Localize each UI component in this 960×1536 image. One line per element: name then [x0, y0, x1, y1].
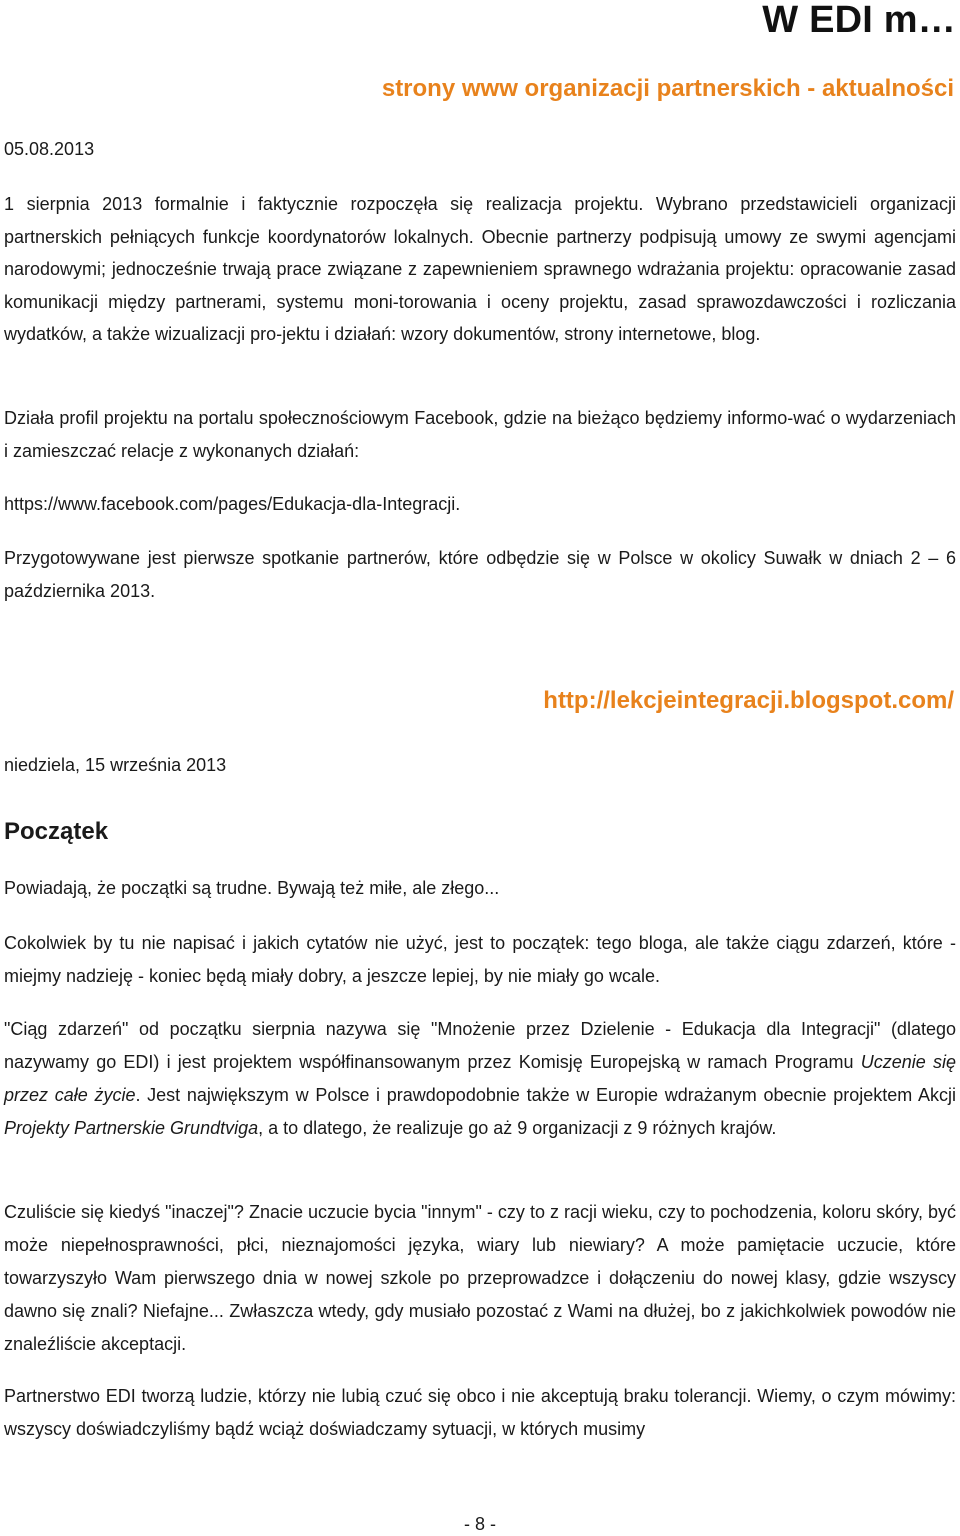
blog-text-segment: "Ciąg zdarzeń" od początku sierpnia nazywa się "Mnożenie przez Dzielenie - Edukacja dla Integracji" (dlatego nazywamy go EDI) i jest projektem współfinansowanym przez Komisję Europejską w ramach Programu	[4, 1019, 956, 1072]
blog-paragraph: Czuliście się kiedyś "inaczej"? Znacie uczucie bycia "innym" - czy to z racji wieku, czy to pochodzenia, koloru skóry, być może niepełnosprawności, płci, nieznajomości języka, wiary lub niewiary? A może pamiętacie uczucie, które towarzyszyło Wam pierwszego dnia w nowej szkole po przeprowadzce i dołączeniu do nowej klasy, gdzie wszyscy dawno się znali? Niefajne... Zwłaszcza wtedy, gdy musiało pozostać z Wami na dłużej, bo z jakichkolwiek powodów nie znaleźliście akceptacji.	[4, 1202, 956, 1354]
page-number: - 8 -	[463, 1514, 496, 1534]
blog-post-title: Początek	[4, 818, 109, 845]
blog-paragraph: Cokolwiek by tu nie napisać i jakich cytatów nie użyć, jest to początek: tego bloga, ale także ciągu zdarzeń, które - miejmy nadzieję - koniec będą miały dobry, a jeszcze lepiej, by nie miały go wcale.	[4, 933, 956, 986]
blog-paragraph	[4, 1013, 956, 1145]
news-paragraph: Przygotowywane jest pierwsze spotkanie partnerów, które odbędzie się w Polsce w okolicy Suwałk w dniach 2 – 6 października 2013.	[4, 548, 956, 601]
news-date: 05.08.2013	[4, 139, 95, 159]
program-name-italic: Uczenie się przez całe życie	[4, 1052, 956, 1105]
document-title: W EDI m…	[762, 0, 956, 41]
action-name-italic: Projekty Partnerskie Grundtviga	[4, 1118, 259, 1138]
news-paragraph: 1 sierpnia 2013 formalnie i faktycznie rozpoczęła się realizacja projektu. Wybrano przedstawicieli organizacji partnerskich pełniących funkcje koordynatorów lokalnych. Obecnie partnerzy podpisują umowy ze swymi agencjami narodowymi; jednocześnie trwają prace związane z zapewnieniem sprawnego wdrażania projektu: opracowanie zasad komunikacji między partnerami, systemu moni-torowania i oceny projektu, zasad sprawozdawczości i rozliczania wydatków, a także wizualizacji pro-jektu i działań: wzory dokumentów, strony internetowe, blog.	[4, 194, 956, 344]
blog-paragraph: Powiadają, że początki są trudne. Bywają też miłe, ale złego...	[4, 878, 500, 898]
section-subtitle: strony www organizacji partnerskich - aktualności	[381, 75, 954, 102]
news-paragraph: Działa profil projektu na portalu społecznościowym Facebook, gdzie na bieżąco będziemy informo-wać o wydarzeniach i zamieszczać relacje z wykonanych działań:	[4, 408, 956, 461]
blog-post-date: niedziela, 15 września 2013	[4, 755, 227, 775]
facebook-link[interactable]: https://www.facebook.com/pages/Edukacja-dla-Integracji.	[4, 494, 461, 514]
blog-paragraph: Partnerstwo EDI tworzą ludzie, którzy nie lubią czuć się obco i nie akceptują braku tolerancji. Wiemy, o czym mówimy: wszyscy doświadczyliśmy bądź wciąż doświadczamy sytuacji, w których musimy	[4, 1386, 956, 1439]
blog-text-segment: , a to dlatego, że realizuje go aż 9 organizacji z 9 różnych krajów.	[258, 1118, 777, 1138]
blog-url-link[interactable]: http://lekcjeintegracji.blogspot.com/	[543, 687, 954, 714]
blog-text-segment: . Jest największym w Polsce i prawdopodobnie także w Europie wdrażanym obecnie projektem Akcji	[135, 1085, 956, 1105]
